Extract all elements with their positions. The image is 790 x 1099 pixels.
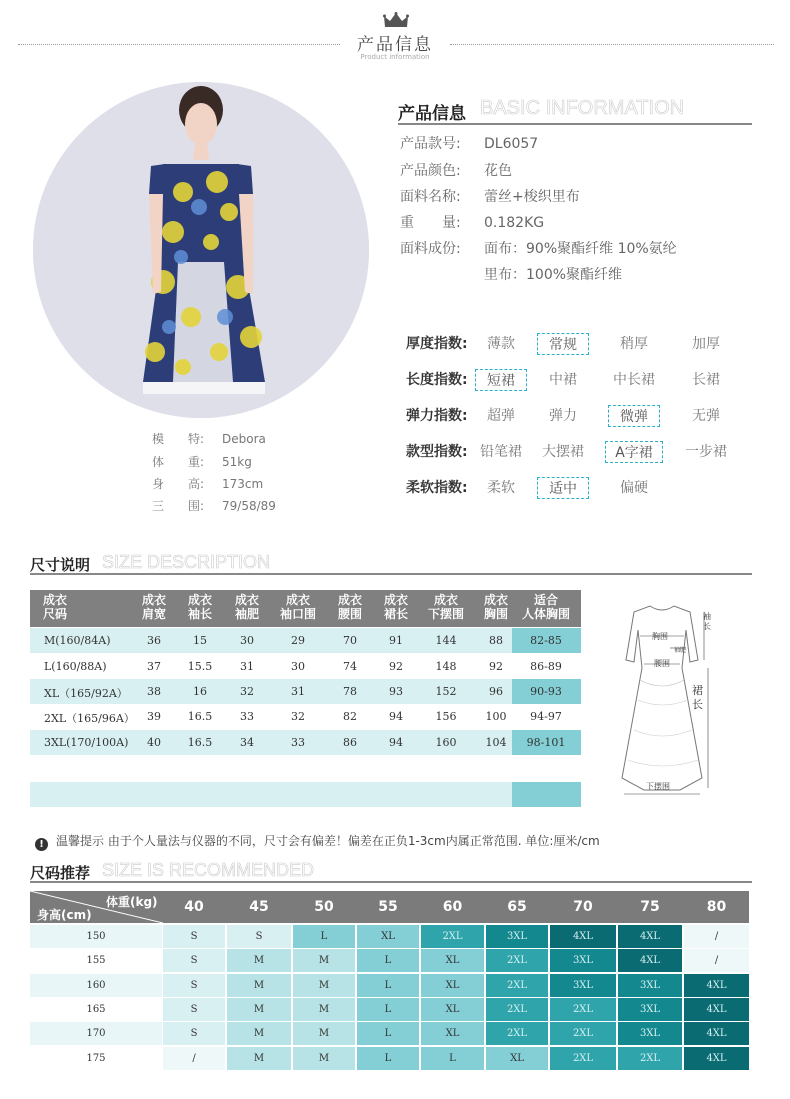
- recommend-size-cell: M: [293, 998, 355, 1021]
- size-table-cell: 94: [389, 736, 403, 749]
- recommend-size-cell: /: [163, 1047, 225, 1070]
- product-weight: 重 量: 0.182KG: [400, 215, 545, 231]
- model-photo: [33, 82, 369, 418]
- size-table-header-cell: 成衣 裙长: [383, 593, 408, 621]
- recommend-size-cell: 2XL: [550, 1022, 616, 1045]
- size-table-cell: 3XL(170/100A): [44, 736, 129, 749]
- recommend-size-cell: 4XL: [684, 974, 749, 997]
- recommend-size-cell: M: [227, 998, 291, 1021]
- header-divider-right: [450, 44, 774, 45]
- size-table-cell: 15.5: [187, 660, 213, 673]
- size-table-cell: 92: [389, 660, 403, 673]
- size-table-cell: 40: [147, 736, 161, 749]
- crown-icon: [383, 12, 409, 30]
- recommend-weight-header: 50: [314, 899, 334, 915]
- recommend-size-cell: L: [357, 1022, 419, 1045]
- recommend-size-cell: 4XL: [618, 925, 682, 948]
- recommend-divider: [30, 881, 752, 883]
- recommend-weight-header: 55: [378, 899, 398, 915]
- recommend-size-cell: 2XL: [618, 1047, 682, 1070]
- recommend-height-cell: 150: [30, 925, 162, 948]
- size-table-header-cell: 成衣 袖口围: [279, 593, 316, 621]
- size-table-cell: 31: [291, 685, 305, 698]
- size-table-cell: 32: [240, 685, 254, 698]
- index-option: 铅笔裙: [480, 444, 522, 460]
- index-option: 无弹: [692, 408, 720, 424]
- size-table-header-cell: 成衣 袖长: [187, 593, 212, 621]
- diagram-chest-label: 胸围: [652, 632, 668, 641]
- size-table-cell: 74: [343, 660, 357, 673]
- recommend-corner-weight: 体重(kg): [106, 895, 158, 909]
- recommend-size-cell: L: [357, 998, 419, 1021]
- recommend-size-cell: M: [293, 974, 355, 997]
- size-table-cell: 33: [291, 736, 305, 749]
- size-desc-divider: [30, 573, 752, 575]
- diagram-sleeve-width-label: 袖肥: [674, 647, 687, 654]
- recommend-corner-height: 身高(cm): [37, 908, 92, 922]
- size-table-cell: 98-101: [526, 736, 566, 749]
- size-table-cell: 156: [435, 710, 457, 723]
- recommend-size-cell: 3XL: [618, 974, 682, 997]
- index-label: 弹力指数:: [406, 408, 468, 424]
- recommend-size-cell: /: [684, 925, 749, 948]
- recommend-size-cell: 3XL: [618, 1022, 682, 1045]
- recommend-title-en: SIZE IS RECOMMENDED: [102, 860, 315, 880]
- index-option: 中裙: [549, 372, 577, 388]
- size-table-cell: 34: [240, 736, 254, 749]
- size-table-cell: 29: [291, 634, 305, 647]
- header-divider-left: [18, 44, 340, 45]
- size-table-cell: 36: [147, 634, 161, 647]
- index-label: 柔软指数:: [406, 480, 468, 496]
- recommend-size-cell: XL: [486, 1047, 548, 1070]
- size-table-cell: 30: [240, 634, 254, 647]
- header-subtitle: Product information: [360, 53, 430, 61]
- recommend-height-cell: 170: [30, 1022, 162, 1045]
- size-table-header-cell: 成衣 尺码: [42, 593, 67, 621]
- size-table-cell: 144: [435, 634, 457, 647]
- size-table-cell: 78: [343, 685, 357, 698]
- diagram-waist-label: 腰围: [654, 659, 670, 668]
- size-table-cell: 37: [147, 660, 161, 673]
- index-option-selected: 短裙: [475, 369, 527, 391]
- size-table-cell: 15: [193, 634, 207, 647]
- recommend-size-cell: S: [227, 925, 291, 948]
- recommend-height-cell: 155: [30, 949, 162, 972]
- recommend-size-cell: 2XL: [550, 1047, 616, 1070]
- product-color: 产品颜色: 花色: [400, 163, 512, 179]
- recommend-size-cell: 4XL: [684, 998, 749, 1021]
- recommend-weight-header: 70: [573, 899, 593, 915]
- size-table-header-cell: 成衣 肩宽: [141, 593, 166, 621]
- size-table-cell: 88: [489, 634, 503, 647]
- recommend-size-cell: M: [227, 1047, 291, 1070]
- recommend-size-cell: M: [227, 1022, 291, 1045]
- size-table-cell: L(160/88A): [44, 660, 107, 673]
- recommend-size-cell: L: [357, 1047, 419, 1070]
- diagram-hem-label: 下摆围: [646, 782, 670, 791]
- index-label: 款型指数:: [406, 444, 468, 460]
- index-label: 长度指数:: [406, 372, 468, 388]
- product-lining: 里布：100%聚酯纤维: [484, 267, 623, 283]
- product-code: 产品款号: DL6057: [400, 136, 539, 152]
- recommend-size-cell: XL: [357, 925, 419, 948]
- size-table-header-cell: 成衣 腰围: [337, 593, 362, 621]
- recommend-size-cell: 3XL: [550, 974, 616, 997]
- product-fabric: 面料名称: 蕾丝+梭织里布: [400, 189, 580, 205]
- size-table-cell: 94: [389, 710, 403, 723]
- size-table-cell: 91: [389, 634, 403, 647]
- size-table-cell: 82-85: [530, 634, 562, 647]
- size-table-header-cell: 成衣 袖肥: [234, 593, 259, 621]
- recommend-size-cell: XL: [421, 949, 484, 972]
- index-option: 柔软: [487, 480, 515, 496]
- index-option: 薄款: [487, 336, 515, 352]
- index-option: 长裙: [692, 372, 720, 388]
- recommend-weight-header: 45: [249, 899, 269, 915]
- recommend-size-cell: 4XL: [684, 1047, 749, 1070]
- index-option: 弹力: [549, 408, 577, 424]
- size-table-cell: 93: [389, 685, 403, 698]
- recommend-size-cell: L: [421, 1047, 484, 1070]
- product-info-title: 产品信息: [398, 104, 466, 124]
- index-option: 偏硬: [620, 480, 648, 496]
- size-table-cell: 82: [343, 710, 357, 723]
- size-table-cell: 86-89: [530, 660, 562, 673]
- recommend-weight-header: 80: [706, 899, 727, 915]
- recommend-size-cell: S: [163, 974, 225, 997]
- index-option-selected: 常规: [537, 333, 589, 355]
- diagram-skirt-length-label: 裙长: [692, 684, 703, 711]
- recommend-weight-header: 60: [442, 899, 463, 915]
- diagram-sleeve-length-label: 袖长: [703, 612, 711, 631]
- recommend-size-cell: S: [163, 998, 225, 1021]
- index-option: 大摆裙: [542, 444, 584, 460]
- size-table-header-cell: 成衣 下摆围: [427, 593, 464, 621]
- size-table-cell: 96: [489, 685, 503, 698]
- index-option: 超弹: [487, 408, 515, 424]
- index-option-selected: 适中: [537, 477, 589, 499]
- recommend-size-cell: XL: [421, 998, 484, 1021]
- recommend-size-cell: 2XL: [550, 998, 616, 1021]
- recommend-size-cell: 4XL: [684, 1022, 749, 1045]
- size-desc-title: 尺寸说明: [30, 556, 91, 574]
- size-table-cell: 32: [291, 710, 305, 723]
- size-table-cell: 92: [489, 660, 503, 673]
- warning-icon: !: [35, 838, 48, 851]
- product-composition: 面料成份: 面布：90%聚酯纤维 10%氨纶: [400, 241, 677, 257]
- index-option: 中长裙: [613, 372, 655, 388]
- size-table-cell: 39: [147, 710, 161, 723]
- recommend-size-cell: 2XL: [421, 925, 484, 948]
- size-table-cell: M(160/84A): [44, 634, 111, 647]
- recommend-size-cell: M: [293, 949, 355, 972]
- size-table-cell: 104: [485, 736, 507, 749]
- size-table-cell: 31: [240, 660, 254, 673]
- recommend-size-cell: M: [293, 1022, 355, 1045]
- product-info-divider: [398, 123, 752, 125]
- recommend-size-cell: L: [357, 949, 419, 972]
- recommend-weight-header: 75: [640, 899, 660, 915]
- recommend-size-cell: 3XL: [486, 925, 548, 948]
- header-title: 产品信息: [357, 35, 433, 55]
- size-table-cell: 16.5: [187, 736, 213, 749]
- size-table-cell: 152: [435, 685, 457, 698]
- recommend-size-cell: S: [163, 925, 225, 948]
- index-option: 一步裙: [685, 444, 727, 460]
- index-option-selected: 微弹: [608, 405, 660, 427]
- index-option-selected: A字裙: [605, 441, 663, 463]
- recommend-height-cell: 175: [30, 1047, 162, 1070]
- recommend-size-cell: XL: [421, 974, 484, 997]
- size-table-cell: 33: [240, 710, 254, 723]
- recommend-size-cell: 3XL: [618, 998, 682, 1021]
- recommend-size-cell: M: [227, 949, 291, 972]
- recommend-height-cell: 165: [30, 998, 162, 1021]
- model-info-height: 身 高: 173cm: [152, 477, 264, 491]
- recommend-size-cell: 3XL: [550, 949, 616, 972]
- size-table-cell: 16.5: [187, 710, 213, 723]
- recommend-size-cell: L: [293, 925, 355, 948]
- recommend-size-cell: 2XL: [486, 998, 548, 1021]
- index-option: 稍厚: [620, 336, 648, 352]
- recommend-title: 尺码推荐: [30, 864, 91, 882]
- recommend-size-cell: XL: [421, 1022, 484, 1045]
- recommend-size-cell: 2XL: [486, 949, 548, 972]
- size-table-cell: 160: [435, 736, 457, 749]
- size-table-footer: [30, 782, 581, 807]
- recommend-size-cell: S: [163, 1022, 225, 1045]
- size-table-header-cell: 适合 人体胸围: [521, 593, 570, 621]
- recommend-size-cell: M: [227, 974, 291, 997]
- size-table-cell: 38: [147, 685, 161, 698]
- size-table-cell: 2XL（165/96A）: [44, 712, 135, 725]
- recommend-size-cell: M: [293, 1047, 355, 1070]
- index-label: 厚度指数:: [406, 336, 468, 352]
- size-table-cell: 16: [193, 685, 207, 698]
- model-info-weight: 体 重: 51kg: [152, 455, 252, 469]
- size-table-cell: 148: [435, 660, 457, 673]
- index-option: 加厚: [692, 336, 720, 352]
- size-table-cell: 86: [343, 736, 357, 749]
- recommend-height-cell: 160: [30, 974, 162, 997]
- recommend-size-cell: 2XL: [486, 1022, 548, 1045]
- recommend-size-cell: /: [684, 949, 749, 972]
- size-table-cell: XL（165/92A）: [44, 687, 128, 700]
- product-info-title-en: BASIC INFORMATION: [480, 97, 685, 119]
- recommend-size-cell: 2XL: [486, 974, 548, 997]
- recommend-weight-header: 40: [184, 899, 204, 915]
- size-table-footer-fit: [512, 782, 581, 807]
- recommend-weight-header: 65: [507, 899, 527, 915]
- recommend-size-cell: 4XL: [618, 949, 682, 972]
- size-table-cell: 30: [291, 660, 305, 673]
- size-table-cell: 90-93: [530, 685, 562, 698]
- recommend-size-cell: L: [357, 974, 419, 997]
- size-table-cell: 100: [485, 710, 507, 723]
- size-table-cell: 70: [343, 634, 357, 647]
- recommend-size-cell: S: [163, 949, 225, 972]
- size-table-cell: 94-97: [530, 710, 562, 723]
- size-warning: ! 温馨提示 由于个人量法与仪器的不同，尺寸会有偏差！偏差在正负1-3cm内属正常范围. 单位:厘米/cm: [35, 832, 600, 851]
- model-info-name: 模 特: Debora: [152, 432, 266, 446]
- recommend-size-cell: 4XL: [550, 925, 616, 948]
- size-table-header-cell: 成衣 胸围: [483, 593, 508, 621]
- size-desc-title-en: SIZE DESCRIPTION: [102, 552, 271, 572]
- model-info-measurements: 三 围: 79/58/89: [152, 499, 276, 513]
